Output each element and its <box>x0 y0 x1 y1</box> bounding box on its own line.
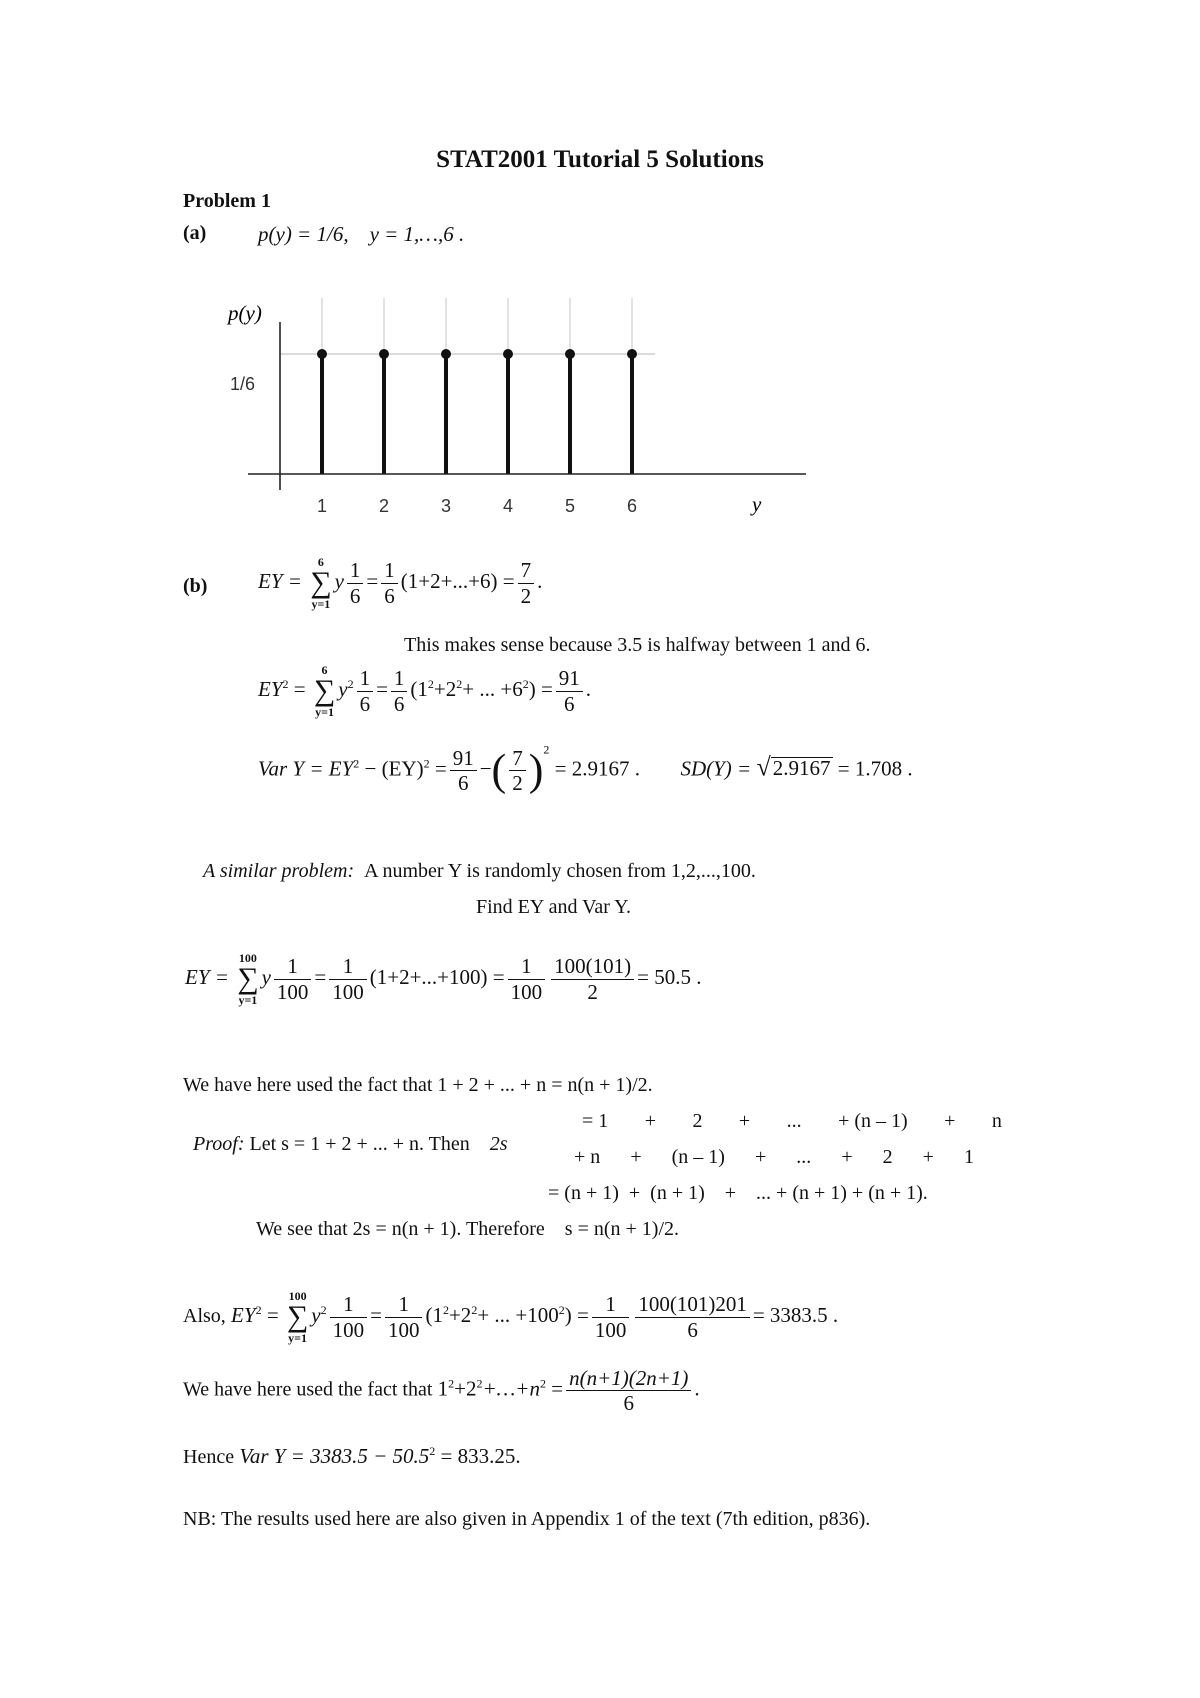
stem-point <box>441 349 451 359</box>
row2-cell: (n – 1) <box>671 1146 725 1168</box>
sum-fact-line: We have here used the fact that 1 + 2 + ... + n = n(n + 1)/2. <box>183 1074 653 1096</box>
square-sum-fact: We have here used the fact that $1^2+2^2+\dots+n^2$ = $\frac{n(n+1)(2n+1)}{6}$ . <box>183 1366 700 1416</box>
row1-cell: 2 <box>692 1110 703 1132</box>
stem-point <box>503 349 513 359</box>
row1-cell: + (n – 1) <box>838 1110 908 1132</box>
sum-symbol: 100 ∑ y=1 <box>286 1289 309 1345</box>
proof-conclusion: We see that 2s = n(n + 1). Therefore s = n(n + 1)/2. <box>256 1218 680 1240</box>
pmf-stem-chart <box>200 290 820 530</box>
row1-cell: ... <box>786 1110 802 1132</box>
x-axis-label: y <box>752 492 762 516</box>
row1-cell: = 1 <box>582 1110 609 1132</box>
row2-cell: + <box>630 1146 642 1168</box>
row2-cell: ... <box>796 1146 812 1168</box>
x-tick-label: 2 <box>378 496 390 516</box>
proof-row-3: = (n + 1) + (n + 1) + ... + (n + 1) + (n + 1). <box>548 1182 928 1204</box>
row2-cell: + n <box>574 1146 601 1168</box>
similar-ey-equation: EY = 100 ∑ y=1 y $\frac{1}{100}$ = $\frac{1}{100}$ (1+2+...+100) = $\frac{1}{100}$ $\frac{100(101)}{2}$ = 50.5 . <box>185 951 702 1007</box>
part-a-label: (a) <box>183 222 207 244</box>
stem-point <box>565 349 575 359</box>
sum-symbol: 6 ∑ y=1 <box>313 663 336 719</box>
stem-point <box>379 349 389 359</box>
sum-symbol: 6 ∑ y=1 <box>310 555 332 611</box>
var-equation: Var $Y = EY^2 - (EY)^2$ = $\frac{91}{6}$ −( $\frac{7}{2}$ )$^2$ = 2.9167 . SD(Y) = √2.9167 = 1.708 . <box>258 742 913 796</box>
page-title: STAT2001 Tutorial 5 Solutions <box>436 146 764 173</box>
nb-note: NB: The results used here are also given in Appendix 1 of the text (7th edition, p836). <box>183 1508 871 1530</box>
row2-cell: 2 <box>882 1146 893 1168</box>
proof-line-1: Proof: Let s = 1 + 2 + ... + n. Then 2s <box>193 1133 508 1155</box>
stem-point <box>317 349 327 359</box>
problem-heading: Problem 1 <box>183 190 271 212</box>
halfway-comment: This makes sense because 3.5 is halfway between 1 and 6. <box>404 634 871 656</box>
x-tick-label: 4 <box>502 496 514 516</box>
similar-problem-task: Find EY and Var Y. <box>476 896 631 918</box>
row1-cell: n <box>991 1110 1002 1132</box>
proof-row-1 <box>582 1110 1002 1133</box>
stem-point <box>627 349 637 359</box>
proof-row-2 <box>574 1146 974 1169</box>
ey2-equation: $EY^2$ = 6 ∑ y=1 $y^2$ $\frac{1}{6}$ = $\frac{1}{6}$ ($1^2+2^2+$ ... $+6^2$) = $\frac{91}{6}$ . <box>258 663 592 719</box>
y-tick-label: 1/6 <box>230 374 256 394</box>
x-tick-label: 3 <box>440 496 452 516</box>
similar-problem-line: A similar problem: A number Y is randomly chosen from 1,2,...,100. <box>203 860 756 882</box>
row2-cell: + <box>841 1146 853 1168</box>
part-b-label: (b) <box>183 575 208 597</box>
hence-line: Hence Var $Y = 3383.5 - 50.5^2 = 833.25$. <box>183 1444 521 1468</box>
row1-cell: + <box>644 1110 657 1132</box>
part-a-expression: p(y) = 1/6, y = 1,…,6 . <box>258 222 465 246</box>
row2-cell: + <box>754 1146 767 1168</box>
x-tick-label: 6 <box>626 496 638 516</box>
x-tick-label: 1 <box>316 496 328 516</box>
row2-cell: 1 <box>963 1146 974 1168</box>
also-ey2-equation: Also, $EY^2$ = 100 ∑ y=1 $y^2$ $\frac{1}{100}$ = $\frac{1}{100}$ ($1^2+2^2+$ ... $+100^2$) = $\frac{1}{100}$ $\frac{100(101)201}{6}$ = 3383.5 . <box>183 1289 839 1345</box>
ey-lhs: EY = <box>258 568 302 593</box>
y-axis-label: p(y) <box>228 301 262 325</box>
row1-cell: + <box>944 1110 956 1132</box>
row2-cell: + <box>922 1146 934 1168</box>
x-tick-label: 5 <box>564 496 576 516</box>
sum-symbol: 100 ∑ y=1 <box>237 951 259 1007</box>
ey-equation: EY = 6 ∑ y=1 y $\frac{1}{6}$ = $\frac{1}{6}$ (1+2+...+6) = $\frac{7}{2}$ . <box>258 555 543 611</box>
row1-cell: + <box>738 1110 751 1132</box>
